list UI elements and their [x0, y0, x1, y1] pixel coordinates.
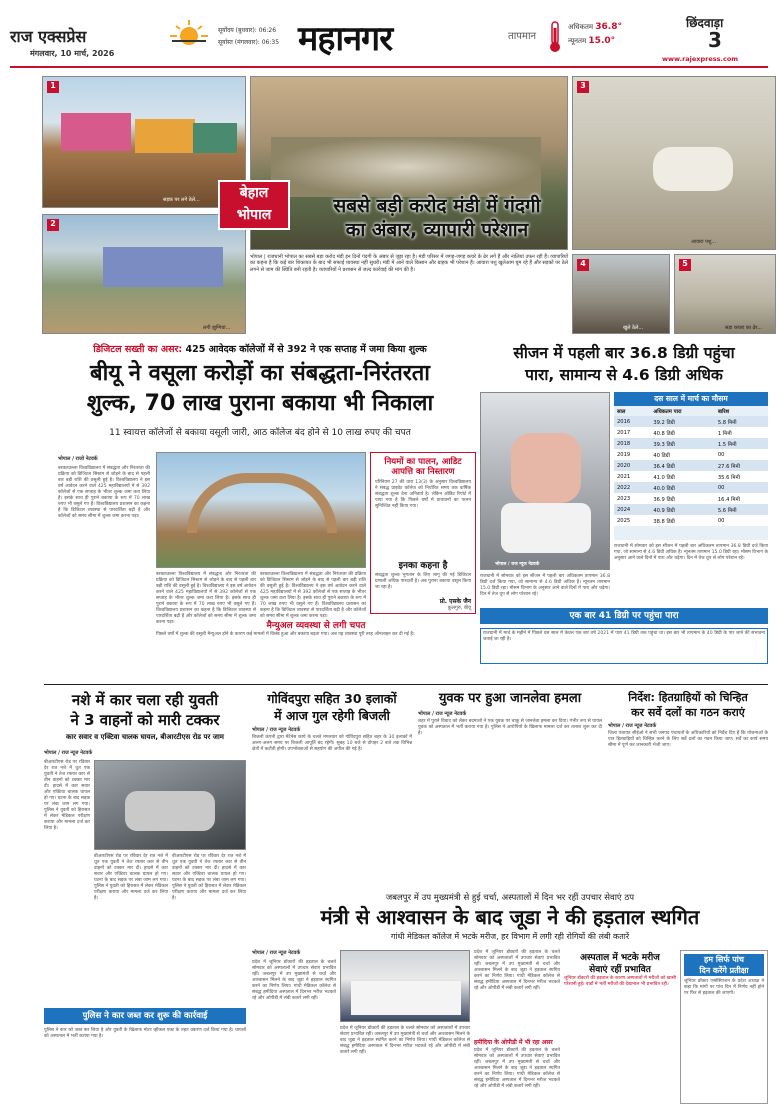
photo-story-body: भोपाल | राजधानी भोपाल का सबसे बड़ा करोद मंडी इन दिनों गंदगी के अंबार से जूझ रहा है। मंडी परिसर में जगह-जगह कचरे के ढेर लगे हैं और नालियां उफन रही हैं। व्यापारियों का कहना है कि कई बार शिकायत के बाद भी सफाई व्यवस्था नहीं सुधरी। मंडी में आने वाले किसान और ग्राहक भी परेशान हैं। आवारा पशु खुलेआम घूम रहे हैं और सड़कों पर ठेले लगने से जाम की स्थिति बनी रहती है। व्यापारियों ने प्रशासन से जल्द कार्रवाई की मांग की है।	[250, 254, 568, 273]
quote-name: प्रो. एसके जैन	[439, 598, 471, 605]
website-link[interactable]: www.rajexpress.com	[662, 55, 739, 63]
row-max: 41.0 डिग्री	[653, 474, 675, 481]
body-text: बीआरटीएस रोड पर रविवार देर रात नशे में धुत एक युवती ने तेज रफ्तार कार से तीन वाहनों को टक्कर मार दी। हादसे में कार सवार और एक्टिवा चालक घायल हो गए। घटना के बाद सड़क पर लंबा जाम लग गया। पुलिस ने युवती को हिरासत में लेकर मेडिकल परीक्षण कराया और मामला दर्ज कर लिया है।	[44, 760, 90, 831]
tag-line-2: भोपाल	[236, 207, 272, 223]
photo-campus-gate	[156, 452, 366, 568]
deck: कार सवार व एक्टिवा चालक घायल, बीआरटीएस रोड पर जाम	[66, 733, 224, 741]
kicker: डिजिटल सख्ती का असर:	[93, 344, 183, 355]
story-weather	[480, 342, 768, 682]
page-number: 3	[708, 28, 722, 52]
table-row	[614, 427, 768, 438]
photo-carts	[42, 76, 246, 208]
temp-label: तापमान	[508, 31, 537, 42]
weather-table	[614, 392, 768, 540]
photo-waste	[674, 254, 776, 334]
table-row	[614, 438, 768, 449]
deck: 11 स्वायत्त कॉलेजों से बकाया वसूली जारी, आठ कॉलेज बंद होने से 10 लाख रुपए की चपत	[109, 428, 411, 438]
row-max: 39.3 डिग्री	[653, 441, 675, 448]
section-title: महानगर	[298, 19, 393, 59]
kicker: जबलपुर में उप मुख्यमंत्री से हुई चर्चा, अस्पतालों में दिन भर रहीं उपचार सेवाएं ठप	[385, 893, 635, 903]
row-rain: 35.6 मिमी	[717, 474, 740, 481]
tag-line-1: बेहाल	[239, 185, 269, 201]
side-head-2: सेवाएं रहीं प्रभावित	[589, 965, 651, 975]
sub-body: पुलिस ने कार को जब्त कर लिया है और युवती के खिलाफ मोटर व्हीकल एक्ट के तहत प्रकरण दर्ज किया गया है। घायलों को अस्पताल में भर्ती कराया गया है।	[44, 1028, 246, 1039]
tag-badge	[218, 180, 290, 230]
byline: भोपाल / राज न्यूज नेटवर्क	[608, 723, 657, 729]
photo-cattle	[572, 76, 776, 250]
photo-number: 2	[47, 219, 59, 231]
photo-caption: लगी झुग्गियां...	[203, 325, 231, 331]
story-bu-fees	[44, 342, 476, 682]
weather-data-table	[614, 406, 768, 526]
col-max: अधिकतम पारा	[653, 409, 682, 415]
temp-max-label: अधिकतम	[568, 23, 594, 31]
byline: भोपाल / राज न्यूज नेटवर्क	[252, 950, 301, 956]
story-drunk-driving	[44, 690, 246, 1104]
photo-scooter-women	[480, 392, 610, 570]
sub-head: हमीदिया के ओपीडी में भी रहा असर	[474, 1039, 553, 1046]
headline-line-1: नशे में कार चला रही युवती	[71, 691, 219, 709]
photo-byline: भोपाल / राज न्यूज नेटवर्क	[495, 562, 540, 567]
body-text-col3: बरकतउल्ला विश्वविद्यालय में संबद्धता और निरंतरता की प्रक्रिया को डिजिटल सिस्टम से जोड़ने के बाद से पहली बार बड़ी राशि की वसूली हुई है। विश्वविद्यालय ने इस वर्ष आवेदन करने वाले 425 महाविद्यालयों में से 392 कॉलेजों से एक सप्ताह के भीतर शुल्क जमा करा लिया है। इसके साथ ही पुराने बकाया के रूप में 70 लाख रुपए भी वसूले गए हैं। विश्वविद्यालय प्रशासन का कहना है कि डिजिटल व्यवस्था से पारदर्शिता बढ़ी है और कॉलेजों को समय सीमा में शुल्क जमा करना पड़ा।	[260, 572, 366, 619]
photo-caption: खुले ठेले...	[623, 325, 644, 331]
row-year: 2016	[617, 418, 631, 425]
row-max: 40.0 डिग्री	[653, 485, 675, 492]
side-body: जूनियर डॉक्टरों की हड़ताल के कारण अस्पतालों में मरीजों को खासी परेशानी हुई। वार्डों में भर्ती मरीजों की देखभाल भी प्रभावित रही।	[564, 976, 676, 987]
row-rain: 5.8 मिमी	[717, 419, 737, 426]
sunset: सूर्यास्त (मंगलवार): 06:35	[218, 39, 280, 46]
box-body: जूनियर डॉक्टर एसोसिएशन के प्रदेश अध्यक्ष ने कहा कि मांगों पर पांच दिन में निर्णय नहीं होने पर फिर से हड़ताल की जाएगी।	[684, 979, 764, 996]
weather-box-body: राजधानी में मार्च के महीने में पिछले दस साल में केवल एक बार वर्ष 2021 में पारा 41 डिग्री तक पहुंचा था। इस बार भी तापमान के 40 डिग्री के पार जाने की संभावना जताई जा रही है।	[480, 628, 768, 664]
row-max: 40.9 डिग्री	[653, 507, 675, 514]
headline-line-1: सीजन में पहली बार 36.8 डिग्री पहुंचा	[513, 344, 735, 362]
row-max: 40 डिग्री	[653, 452, 670, 459]
row-year: 2024	[617, 506, 631, 513]
col-year: साल	[617, 409, 626, 415]
sub-body: पिछले वर्षों में शुल्क की वसूली मैन्युअल होने के कारण कई मामलों में विलंब हुआ और बकाया बढ़ता गया। अब यह व्यवस्था पूरी तरह ऑनलाइन कर दी गई है।	[156, 632, 415, 637]
headline-line-1: गोविंदपुरा सहित 30 इलाकों	[267, 691, 397, 706]
photo-number: 1	[47, 81, 59, 93]
headline-line-2: का अंबार, व्यापारी परेशान	[345, 219, 529, 241]
sub-head: पुलिस ने कार जब्त कर शुरू की कार्रवाई	[44, 1008, 246, 1024]
body-text: प्रदेश में जूनियर डॉक्टरों की हड़ताल के चलते सोमवार को अस्पतालों में उपचार सेवाएं प्रभावित रहीं। जबलपुर में उप मुख्यमंत्री से चर्चा और आश्वासन मिलने के बाद जूडा ने हड़ताल स्थगित करने का निर्णय लिया। गांधी मेडिकल कॉलेज से संबद्ध हमीदिया अस्पताल में दिनभर मरीज भटकते रहे और ओपीडी में लंबी कतारें लगी रहीं।	[252, 960, 336, 1001]
photo-story	[42, 76, 778, 334]
headline-line-2: में आज गुल रहेगी बिजली	[274, 708, 390, 723]
info-box	[370, 452, 476, 614]
byline: भोपाल / राज न्यूज नेटवर्क	[44, 750, 93, 756]
photo-number: 4	[577, 259, 589, 271]
quote-body: संबद्धता शुल्क भुगतान के लिए लागू की गई डिजिटल प्रणाली अधिक पारदर्शी है। अब पुराना बकाया वसूल किया जा रहा है।	[375, 573, 471, 590]
body-text: जिला पंचायत सीईओ ने सभी जनपद पंचायतों के अधिकारियों को निर्देश दिए हैं कि योजनाओं के पात्र हितग्राहियों को चिन्हित करने के लिए सर्वे दलों का गठन किया जाए। सर्वे का कार्य समय सीमा में पूर्ण कर जानकारी भेजी जाए।	[608, 731, 768, 748]
row-year: 2020	[617, 462, 631, 469]
headline-line-1: निर्देश: हितग्राहियों को चिन्हित	[628, 691, 748, 704]
col-rain: बारिश	[717, 409, 730, 415]
table-row	[614, 471, 768, 482]
body-text: बिजली कंपनी द्वारा मेंटेनेंस कार्य के चलते मंगलवार को गोविंदपुरा सहित शहर के 30 इलाकों में अलग-अलग समय पर बिजली आपूर्ति बंद रहेगी। सुबह 10 बजे से दोपहर 2 बजे तक विभिन्न क्षेत्रों में कटौती होगी। उपभोक्ताओं से सहयोग की अपील की गई है।	[252, 735, 412, 752]
body-text-col3: प्रदेश में जूनियर डॉक्टरों की हड़ताल के चलते सोमवार को अस्पतालों में उपचार सेवाएं प्रभावित रहीं। जबलपुर में उप मुख्यमंत्री से चर्चा और आश्वासन मिलने के बाद जूडा ने हड़ताल स्थगित करने का निर्णय लिया। गांधी मेडिकल कॉलेज से संबद्ध हमीदिया अस्पताल में दिनभर मरीज भटकते रहे और ओपीडी में लंबी कतारें लगी रहीं।	[474, 950, 560, 991]
side-head-1: अस्पताल में भटके मरीज	[580, 953, 660, 963]
story-junior-doctors	[252, 892, 768, 1104]
table-row	[614, 449, 768, 460]
headline-line-2: ने 3 वाहनों को मारी टक्कर	[70, 711, 220, 729]
sun-icon	[168, 18, 210, 46]
headline-line-2: पारा, सामान्य से 4.6 डिग्री अधिक	[525, 366, 723, 384]
body-text: शहर में पुराने विवाद को लेकर बदमाशों ने एक युवक पर चाकू से जानलेवा हमला कर दिया। गंभीर रूप से घायल युवक को अस्पताल में भर्ती कराया गया है। पुलिस ने आरोपियों के खिलाफ मामला दर्ज कर तलाश शुरू कर दी है।	[418, 719, 602, 736]
masthead	[0, 0, 778, 68]
photo-doctors-protest	[340, 950, 470, 1022]
box-title-2: दिन करेंगे प्रतीक्षा	[684, 965, 764, 976]
row-rain: 00	[717, 517, 725, 524]
table-row	[614, 416, 768, 427]
sub-head: मैन्युअल व्यवस्था से लगी चपत	[266, 621, 366, 631]
story-survey	[608, 690, 768, 888]
photo-stalls	[572, 254, 670, 334]
thermometer-icon	[548, 20, 562, 54]
table-row	[614, 460, 768, 471]
row-year: 2023	[617, 495, 631, 502]
photo-caption: आवारा पशु...	[691, 239, 717, 245]
row-rain: 00	[717, 451, 725, 458]
body-text-col2: बरकतउल्ला विश्वविद्यालय में संबद्धता और निरंतरता की प्रक्रिया को डिजिटल सिस्टम से जोड़ने के बाद से पहली बार बड़ी राशि की वसूली हुई है। विश्वविद्यालय ने इस वर्ष आवेदन करने वाले 425 महाविद्यालयों में से 392 कॉलेजों से एक सप्ताह के भीतर शुल्क जमा करा लिया है। इसके साथ ही पुराने बकाया के रूप में 70 लाख रुपए भी वसूले गए हैं। विश्वविद्यालय प्रशासन का कहना है कि डिजिटल व्यवस्था से पारदर्शिता बढ़ी है और कॉलेजों को समय सीमा में शुल्क जमा करना पड़ा।	[156, 572, 256, 625]
row-year: 2017	[617, 429, 631, 436]
row-max: 39.2 डिग्री	[653, 419, 675, 426]
story-attack	[418, 690, 602, 888]
table-row	[614, 482, 768, 493]
weather-body-left: राजधानी में सोमवार को इस सीजन में पहली बार अधिकतम तापमान 36.8 डिग्री दर्ज किया गया, जो सामान्य से 4.6 डिग्री अधिक है। न्यूनतम तापमान 15.0 डिग्री रहा। मौसम विभाग के अनुसार आने वाले दिनों में पारा और चढ़ेगा। दिन में तेज धूप से लोग परेशान रहे।	[480, 574, 610, 597]
headline-line-2: शुल्क, 70 लाख पुराना बकाया भी निकाला	[86, 391, 434, 416]
table-row	[614, 504, 768, 515]
weather-box-title: एक बार 41 डिग्री पर पहुंचा पारा	[480, 608, 768, 624]
photo-number: 3	[577, 81, 589, 93]
row-rain: 27.6 मिमी	[717, 463, 740, 470]
box-title-1: हम सिर्फ पांच	[684, 954, 764, 965]
story-power-cut	[252, 690, 412, 888]
paper-name: राज एक्सप्रेस	[10, 27, 87, 46]
temp-max: 36.8°	[595, 22, 622, 32]
headline: मंत्री से आश्वासन के बाद जूडा ने की हड़ताल स्थगित	[320, 905, 700, 929]
row-max: 40.8 डिग्री	[653, 430, 675, 437]
table-row	[614, 515, 768, 526]
row-rain: 1.5 मिमी	[717, 441, 737, 448]
row-year: 2025	[617, 517, 631, 524]
byline: भोपाल / राजो नेटवर्क	[58, 456, 98, 462]
row-rain: 16.4 मिमी	[717, 496, 740, 503]
info-box-body: परिनियम 27 की धारा 13(3) के अनुसार विश्वविद्यालय ने संबद्ध प्राइवेट कॉलेज को निर्धारित समय तक वार्षिक संबद्धता शुल्क देना अनिवार्य है। लेकिन ऑडिट रिपोर्ट में पाया गया है कि पिछले वर्षों में प्रावधानों का पालन सुनिश्चित नहीं किया गया।	[375, 480, 471, 509]
quote-title: इनका कहना है	[398, 561, 448, 571]
sunrise: सूर्योदय (बुधवार): 06:26	[218, 27, 277, 34]
kicker-rest: 425 आवेदक कॉलेजों में से 392 ने एक सप्ताह में जमा किया शुल्क	[185, 344, 427, 355]
row-rain: 00	[717, 484, 725, 491]
photo-caption: सड़क पर लगे ठेले...	[163, 197, 200, 203]
photo-shacks	[42, 214, 246, 334]
body-text-col4: प्रदेश में जूनियर डॉक्टरों की हड़ताल के चलते सोमवार को अस्पतालों में उपचार सेवाएं प्रभावित रहीं। जबलपुर में उप मुख्यमंत्री से चर्चा और आश्वासन मिलने के बाद जूडा ने हड़ताल स्थगित करने का निर्णय लिया। गांधी मेडिकल कॉलेज से संबद्ध हमीदिया अस्पताल में दिनभर मरीज भटकते रहे और ओपीडी में लंबी कतारें लगी रहीं।	[474, 1048, 560, 1089]
body-text-col2: बीआरटीएस रोड पर रविवार देर रात नशे में धुत एक युवती ने तेज रफ्तार कार से तीन वाहनों को टक्कर मार दी। हादसे में कार सवार और एक्टिवा चालक घायल हो गए। घटना के बाद सड़क पर लंबा जाम लग गया। पुलिस ने युवती को हिरासत में लेकर मेडिकल परीक्षण कराया और मामला दर्ज कर लिया है।	[94, 854, 168, 901]
weather-body-right: राजधानी में सोमवार को इस सीजन में पहली बार अधिकतम तापमान 36.8 डिग्री दर्ज किया गया, जो सामान्य से 4.6 डिग्री अधिक है। न्यूनतम तापमान 15.0 डिग्री रहा। मौसम विभाग के अनुसार आने वाले दिनों में पारा और चढ़ेगा। दिन में तेज धूप से लोग परेशान रहे।	[614, 544, 768, 561]
row-rain: 1 मिमी	[717, 430, 732, 437]
row-year: 2021	[617, 473, 631, 480]
body-text-col2: प्रदेश में जूनियर डॉक्टरों की हड़ताल के चलते सोमवार को अस्पतालों में उपचार सेवाएं प्रभावित रहीं। जबलपुर में उप मुख्यमंत्री से चर्चा और आश्वासन मिलने के बाद जूडा ने हड़ताल स्थगित करने का निर्णय लिया। गांधी मेडिकल कॉलेज से संबद्ध हमीदिया अस्पताल में दिनभर मरीज भटकते रहे और ओपीडी में लंबी कतारें लगी रहीं।	[340, 1026, 470, 1055]
city-name: छिंदवाड़ा	[686, 16, 724, 30]
headline-line-2: कर सर्वे दलों का गठन कराएं	[631, 706, 745, 719]
table-row	[614, 493, 768, 504]
headline-line-1: सबसे बड़ी करोद मंडी में गंदगी	[333, 195, 541, 217]
row-max: 36.9 डिग्री	[653, 496, 675, 503]
section-rule	[44, 684, 768, 685]
masthead-rule	[10, 66, 768, 68]
headline-line-1: बीयू ने वसूला करोड़ों का संबद्धता-निरंतरता	[90, 361, 430, 386]
byline: भोपाल / राज न्यूज नेटवर्क	[418, 711, 467, 717]
temp-min-label: न्यूनतम	[568, 37, 587, 45]
row-max: 38.8 डिग्री	[653, 518, 675, 525]
row-year: 2022	[617, 484, 631, 491]
row-year: 2018	[617, 440, 631, 447]
photo-number: 5	[679, 259, 691, 271]
headline: युवक पर हुआ जानलेवा हमला	[438, 691, 582, 706]
byline: भोपाल / राज न्यूज नेटवर्क	[252, 727, 301, 733]
temp-min: 15.0°	[588, 36, 616, 46]
deck: गांधी मेडिकल कॉलेज में भटके मरीज, हर विभाग में लगी रही रोगियों की लंबी कतारें	[390, 932, 630, 941]
body-text: बरकतउल्ला विश्वविद्यालय में संबद्धता और निरंतरता की प्रक्रिया को डिजिटल सिस्टम से जोड़ने के बाद से पहली बार बड़ी राशि की वसूली हुई है। विश्वविद्यालय ने इस वर्ष आवेदन करने वाले 425 महाविद्यालयों में से 392 कॉलेजों से एक सप्ताह के भीतर शुल्क जमा करा लिया है। इसके साथ ही पुराने बकाया के रूप में 70 लाख रुपए भी वसूले गए हैं। विश्वविद्यालय प्रशासन का कहना है कि डिजिटल व्यवस्था से पारदर्शिता बढ़ी है और कॉलेजों को समय सीमा में शुल्क जमा करना पड़ा।	[58, 466, 150, 519]
body-text-col3: बीआरटीएस रोड पर रविवार देर रात नशे में धुत एक युवती ने तेज रफ्तार कार से तीन वाहनों को टक्कर मार दी। हादसे में कार सवार और एक्टिवा चालक घायल हो गए। घटना के बाद सड़क पर लंबा जाम लग गया। पुलिस ने युवती को हिरासत में लेकर मेडिकल परीक्षण कराया और मामला दर्ज कर लिया है।	[172, 854, 246, 901]
photo-story-headline	[292, 194, 582, 242]
demand-box	[680, 950, 768, 1104]
quote-role: कुलगुरु, बीयू	[447, 605, 471, 611]
paper-date: मंगलवार, 10 मार्च, 2026	[30, 49, 115, 58]
photo-damaged-car	[94, 760, 246, 850]
row-year: 2019	[617, 451, 631, 458]
photo-caption: सड़ा कचरा का ढेर...	[725, 325, 763, 331]
row-rain: 5.6 मिमी	[717, 507, 737, 514]
table-title: दस साल में मार्च का मौसम	[614, 392, 768, 406]
row-max: 36.4 डिग्री	[653, 463, 675, 470]
info-box-title: नियमों का पालन, आडिट आपत्ति का निस्तारण	[384, 457, 462, 477]
